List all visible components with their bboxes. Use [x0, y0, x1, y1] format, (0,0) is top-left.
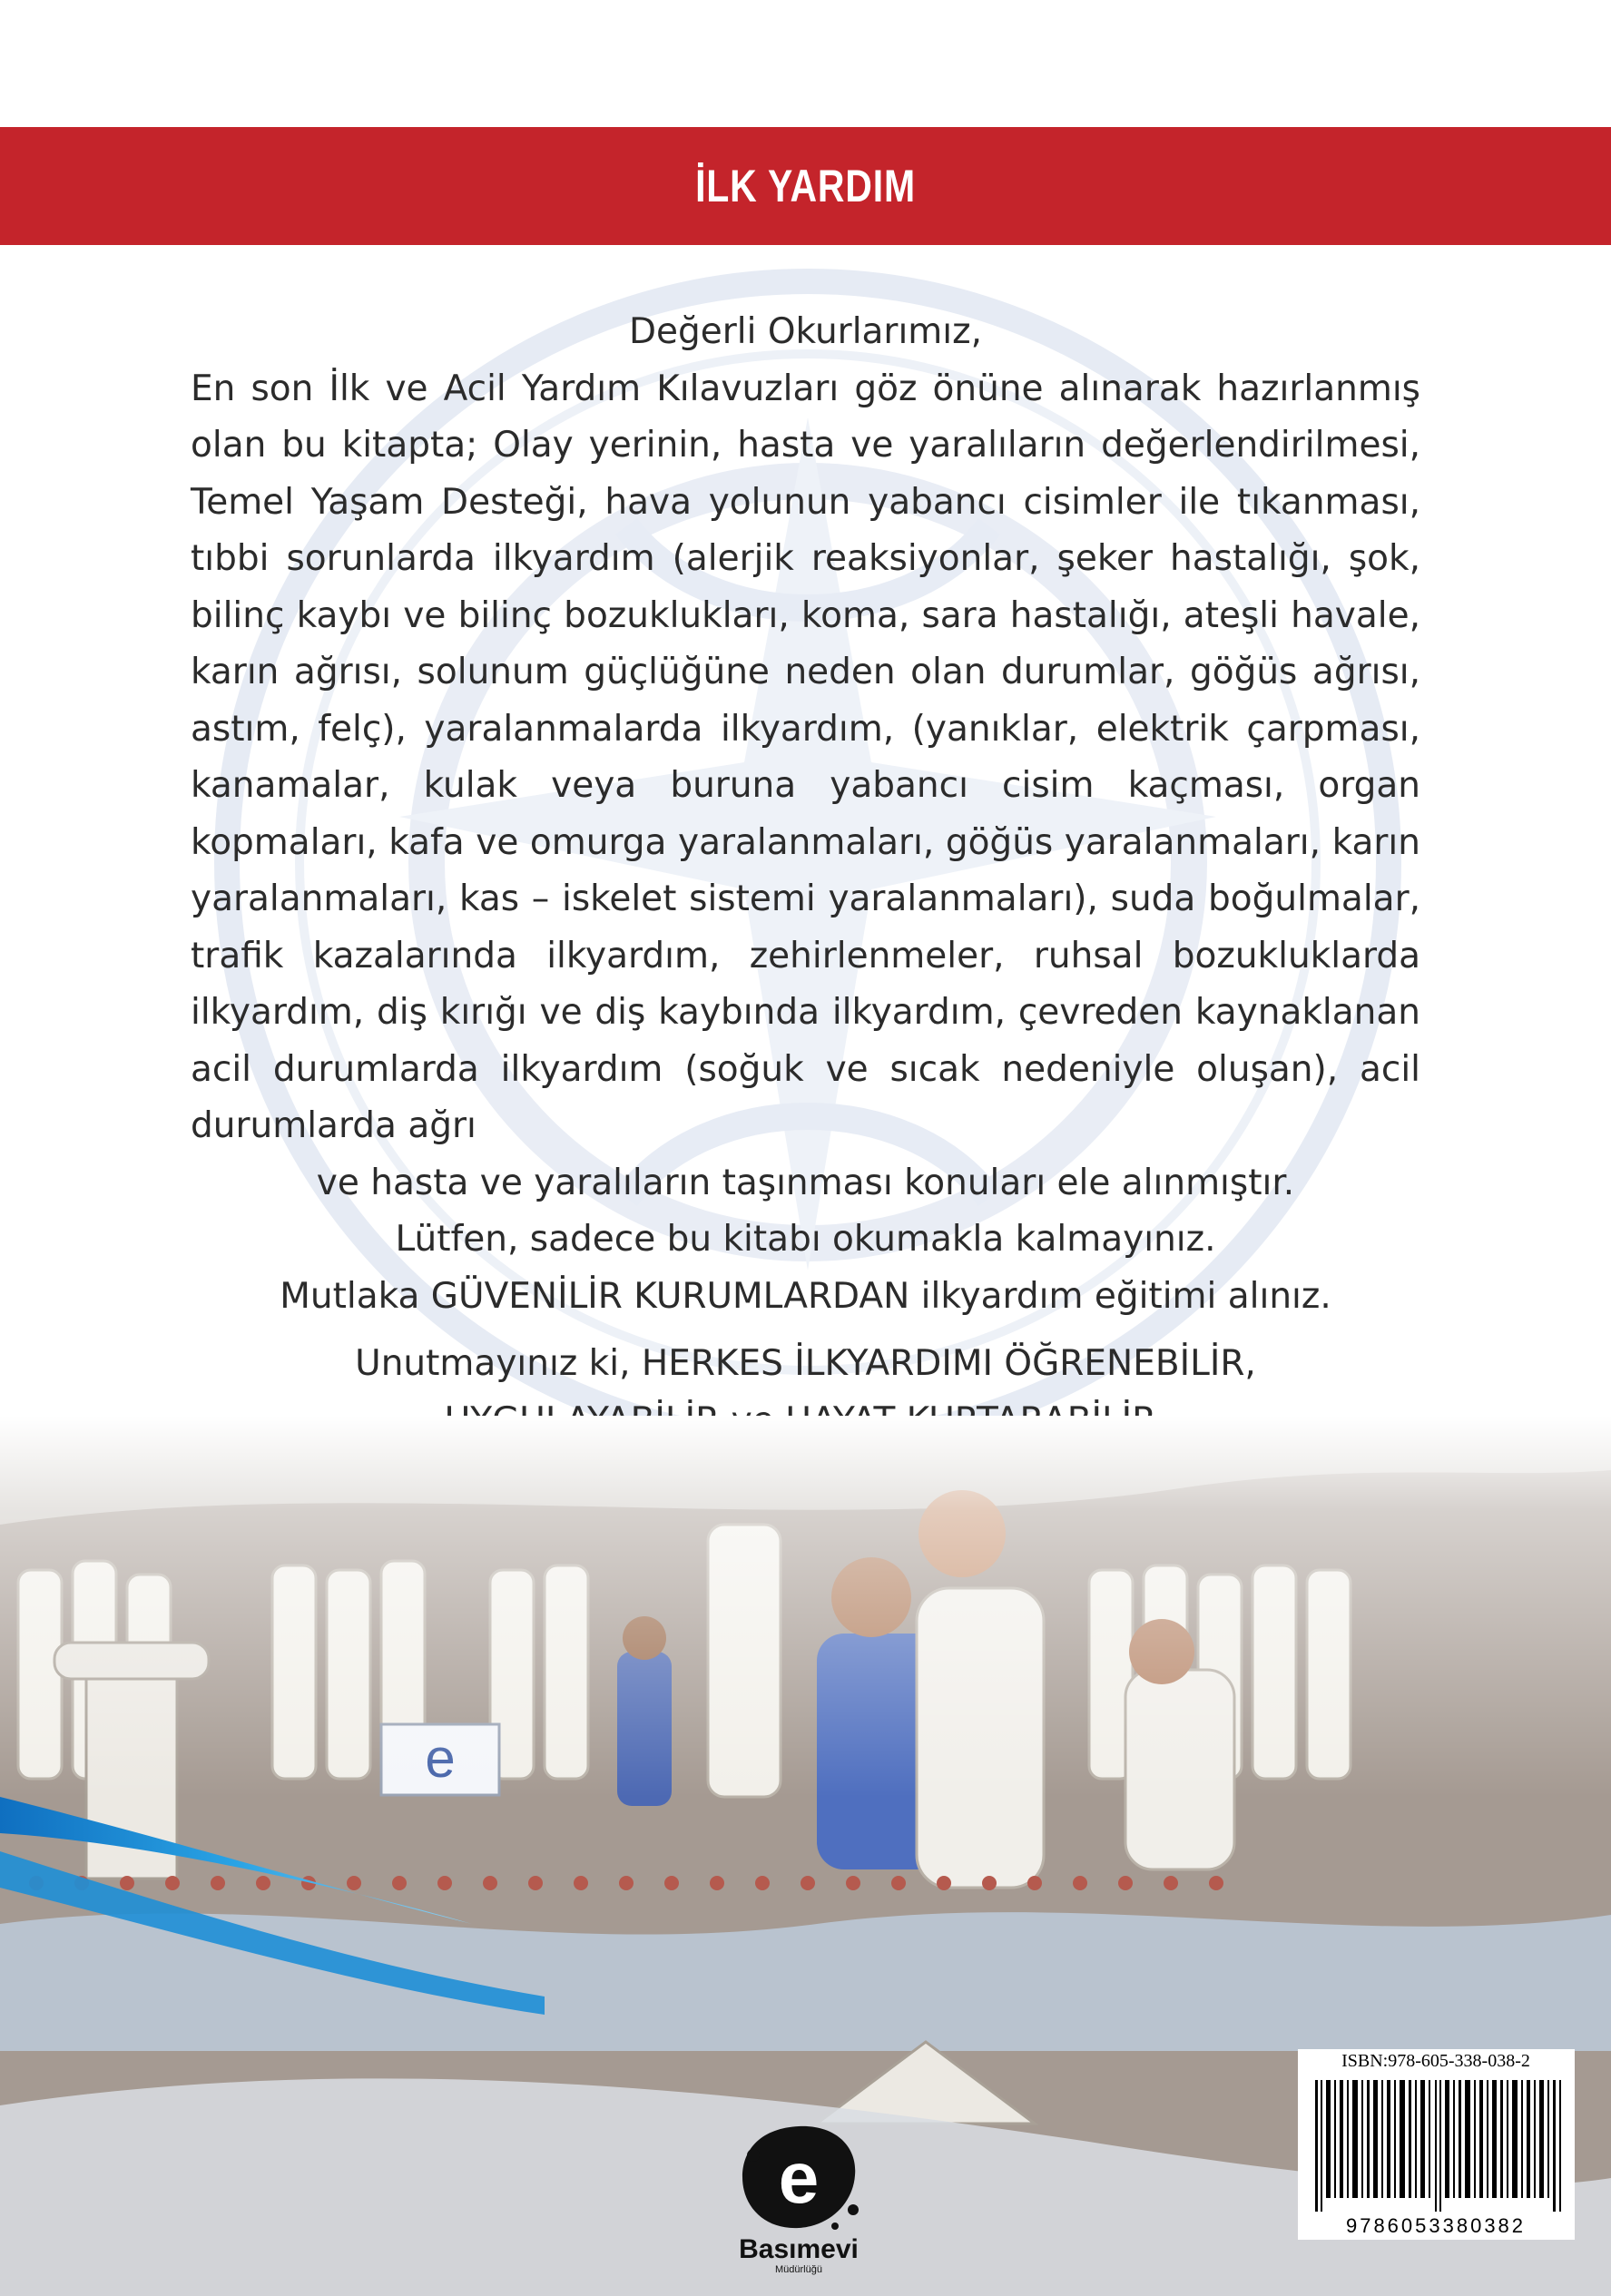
- publisher-name: Basımevi: [739, 2234, 859, 2264]
- publisher-subtitle: Müdürlüğü: [775, 2264, 822, 2275]
- closing-line-1: Unutmayınız ki, HERKES İLKYARDIMI ÖĞRENEBİLİR,: [355, 1343, 1256, 1384]
- training-line: Mutlaka GÜVENİLİR KURUMLARDAN ilkyardım eğitimi alınız.: [280, 1275, 1331, 1317]
- summary-paragraph: En son İlk ve Acil Yardım Kılavuzları göz önüne alınarak hazırlanmış olan bu kitapta; Olay yerinin, hasta ve yaralıların değerlendirilmesi, Temel Yaşam Desteği, hava yolunun yabancı cisimler ile tıkanması, tıbbi sorunlarda ilkyardım (alerjik reaksiyonlar, şeker hastalığı, şok, bilinç kaybı ve bilinç bozuklukları, koma, sara hastalığı, ateşli havale, karın ağrısı, solunum güçlüğüne neden olan durumlar, göğüs ağrısı, astım, felç), yaralanmalarda ilkyardım, (yanıklar, elektrik çarpması, kanamalar, kulak veya buruna yabancı cisim kaçması, organ kopmaları, kafa ve omurga yaralanmaları, göğüs yaralanmaları, karın yaralanmaları, kas – iskelet sistemi yaralanmaları), suda boğulmalar, trafik kazalarında ilkyardım, zehirlenmeler, ruhsal bozukluklarda ilkyardım, diş kırığı ve diş kaybında ilkyardım, çevreden kaynaklanan acil durumlarda ilkyardım (soğuk ve sıcak nedeniyle oluşan), acil durumlarda ağrı: [191, 368, 1420, 1146]
- greeting: Değerli Okurlarımız,: [628, 311, 982, 352]
- logo-letter: e: [778, 2137, 820, 2218]
- summary-paragraph-end: ve hasta ve yaralıların taşınması konuları ele alınmıştır.: [316, 1162, 1295, 1203]
- barcode-image: [1311, 2080, 1566, 2212]
- page-title: İLK YARDIM: [695, 161, 916, 211]
- back-cover-text: [191, 304, 1420, 1449]
- barcode-digits: 9786053380382: [1345, 2214, 1527, 2237]
- isbn-label: ISBN:978-605-338-038-2: [1341, 2051, 1530, 2071]
- please-line: Lütfen, sadece bu kitabı okumakla kalmayınız.: [395, 1219, 1216, 1260]
